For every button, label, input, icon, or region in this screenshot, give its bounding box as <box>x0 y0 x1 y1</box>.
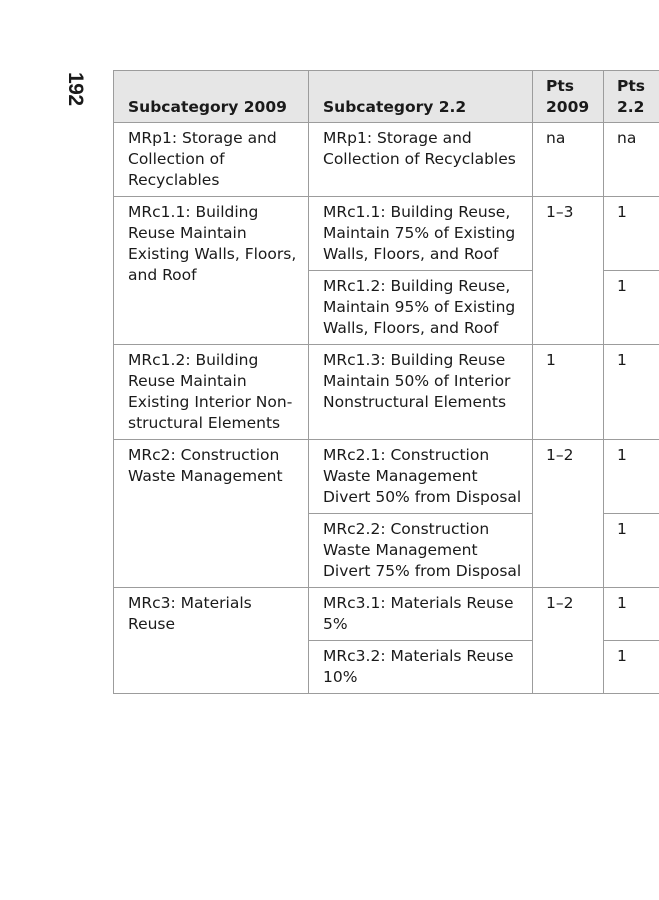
cell-subcategory-2-2: MRc1.2: Building Reuse, Maintain 95% of Existing Walls, Floors, and Roof <box>309 271 533 345</box>
cell-subcategory-2-2: MRc1.1: Building Reuse, Maintain 75% of Existing Walls, Floors, and Roof <box>309 197 533 271</box>
header-subcategory-2-2: Subcategory 2.2 <box>309 71 533 123</box>
cell-pts-2-2: 1 <box>604 197 659 271</box>
cell-pts-2-2: 1 <box>604 641 659 694</box>
cell-pts-2-2: 1 <box>604 588 659 641</box>
page-number: 192 <box>64 72 87 106</box>
cell-subcategory-2-2: MRc1.3: Building Reuse Maintain 50% of Interior Nonstructural Elements <box>309 345 533 440</box>
cell-subcategory-2009: MRc2: Construction Waste Management <box>114 440 309 588</box>
cell-pts-2-2: 1 <box>604 440 659 514</box>
cell-pts-2-2: 1 <box>604 345 659 440</box>
cell-pts-2009: 1–3 <box>533 197 604 345</box>
cell-pts-2-2: 1 <box>604 271 659 345</box>
cell-pts-2-2: 1 <box>604 514 659 588</box>
cell-pts-2009: 1–2 <box>533 588 604 694</box>
cell-subcategory-2-2: MRc2.1: Construction Waste Management Divert 50% from Disposal <box>309 440 533 514</box>
table-row <box>114 345 659 440</box>
cell-subcategory-2009: MRc1.2: Building Reuse Maintain Existing Interior Non-structural Elements <box>114 345 309 440</box>
cell-pts-2009: 1 <box>533 345 604 440</box>
cell-pts-2-2: na <box>604 123 659 197</box>
cell-subcategory-2-2: MRc3.2: Materials Reuse 10% <box>309 641 533 694</box>
table-header-row <box>114 71 659 123</box>
header-pts-2009: Pts 2009 <box>533 71 604 123</box>
header-pts-2-2: Pts 2.2 <box>604 71 659 123</box>
credit-comparison-table <box>113 70 659 694</box>
header-subcategory-2009: Subcategory 2009 <box>114 71 309 123</box>
cell-pts-2009: 1–2 <box>533 440 604 588</box>
table-row <box>114 123 659 197</box>
cell-pts-2009: na <box>533 123 604 197</box>
table-row <box>114 440 659 514</box>
cell-subcategory-2009: MRc1.1: Building Reuse Maintain Existing Walls, Floors, and Roof <box>114 197 309 345</box>
table-container <box>113 70 659 707</box>
cell-subcategory-2-2: MRc3.1: Materials Reuse 5% <box>309 588 533 641</box>
cell-subcategory-2009: MRc3: Materials Reuse <box>114 588 309 694</box>
cell-subcategory-2-2: MRc2.2: Construction Waste Management Divert 75% from Disposal <box>309 514 533 588</box>
cell-subcategory-2-2: MRp1: Storage and Collection of Recyclables <box>309 123 533 197</box>
cell-subcategory-2009: MRp1: Storage and Collection of Recyclables <box>114 123 309 197</box>
table-row <box>114 588 659 641</box>
table-row <box>114 197 659 271</box>
